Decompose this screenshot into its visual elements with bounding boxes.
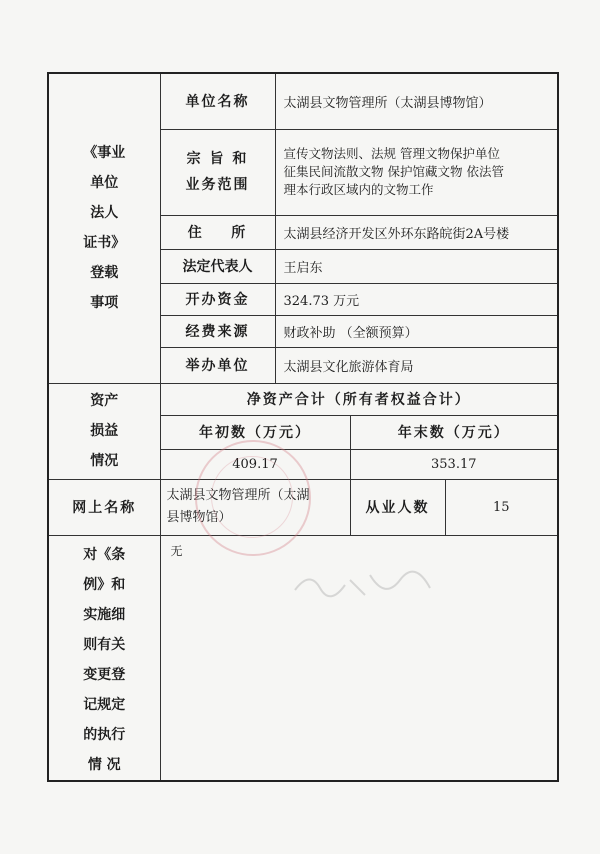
heading-line: 对《条 — [83, 546, 126, 563]
heading-line: 证书》 — [83, 235, 126, 252]
end-year-value: 353.17 — [350, 449, 558, 479]
value-line: 太湖县文物管理所（太湖 — [166, 488, 310, 503]
value-line: 理本行政区域内的文物工作 — [283, 182, 434, 197]
sponsor-unit-value: 太湖县文化旅游体育局 — [275, 347, 558, 383]
compliance-heading — [48, 535, 160, 781]
unit-name-label: 单位名称 — [160, 73, 275, 129]
staff-count-label: 从业人数 — [350, 479, 445, 535]
value-line: 宣传文物法则、法规 管理文物保护单位 — [283, 146, 500, 161]
registration-form-table — [47, 72, 559, 782]
legal-representative-label: 法定代表人 — [160, 249, 275, 283]
begin-year-label: 年初数（万元） — [160, 415, 350, 449]
heading-line: 法人 — [90, 205, 119, 222]
business-scope-label — [160, 129, 275, 215]
heading-line: 情况 — [90, 453, 119, 469]
unit-name-value: 太湖县文物管理所（太湖县博物馆） — [275, 73, 558, 129]
begin-year-value: 409.17 — [160, 449, 350, 479]
value-line: 县博物馆） — [166, 510, 232, 525]
heading-line: 例》和 — [83, 576, 126, 593]
registered-capital-label: 开办资金 — [160, 283, 275, 315]
address-value: 太湖县经济开发区外环东路皖街2A号楼 — [275, 215, 558, 249]
heading-line: 损益 — [90, 423, 119, 439]
registered-capital-value: 324.73 万元 — [275, 283, 558, 315]
legal-representative-value: 王启东 — [275, 249, 558, 283]
compliance-value: 无 — [160, 535, 558, 781]
heading-line: 单位 — [90, 175, 119, 192]
address-label: 住 所 — [160, 215, 275, 249]
sponsor-unit-label: 举办单位 — [160, 347, 275, 383]
label-line: 业务范围 — [185, 177, 250, 193]
online-name-value — [160, 479, 350, 535]
heading-line: 实施细 — [83, 606, 126, 623]
registration-items-heading — [48, 73, 160, 383]
online-name-label: 网上名称 — [48, 479, 160, 535]
heading-line: 记规定 — [83, 696, 126, 713]
heading-line: 《事业 — [83, 145, 126, 162]
business-scope-value — [275, 129, 558, 215]
heading-line: 登载 — [90, 265, 119, 282]
value-line: 征集民间流散文物 保护馆藏文物 依法管 — [283, 164, 504, 179]
funding-source-label: 经费来源 — [160, 315, 275, 347]
heading-line: 变更登 — [83, 666, 126, 683]
heading-line: 资产 — [90, 393, 119, 409]
heading-line: 的执行 — [83, 726, 126, 743]
heading-line: 则有关 — [83, 636, 126, 653]
net-assets-title: 净资产合计（所有者权益合计） — [160, 383, 558, 415]
heading-line: 事项 — [90, 295, 119, 312]
assets-heading — [48, 383, 160, 479]
end-year-label: 年末数（万元） — [350, 415, 558, 449]
funding-source-value: 财政补助 （全额预算） — [275, 315, 558, 347]
heading-line: 情 况 — [87, 756, 121, 773]
staff-count-value: 15 — [445, 479, 558, 535]
label-line: 宗 旨 和 — [186, 151, 249, 167]
